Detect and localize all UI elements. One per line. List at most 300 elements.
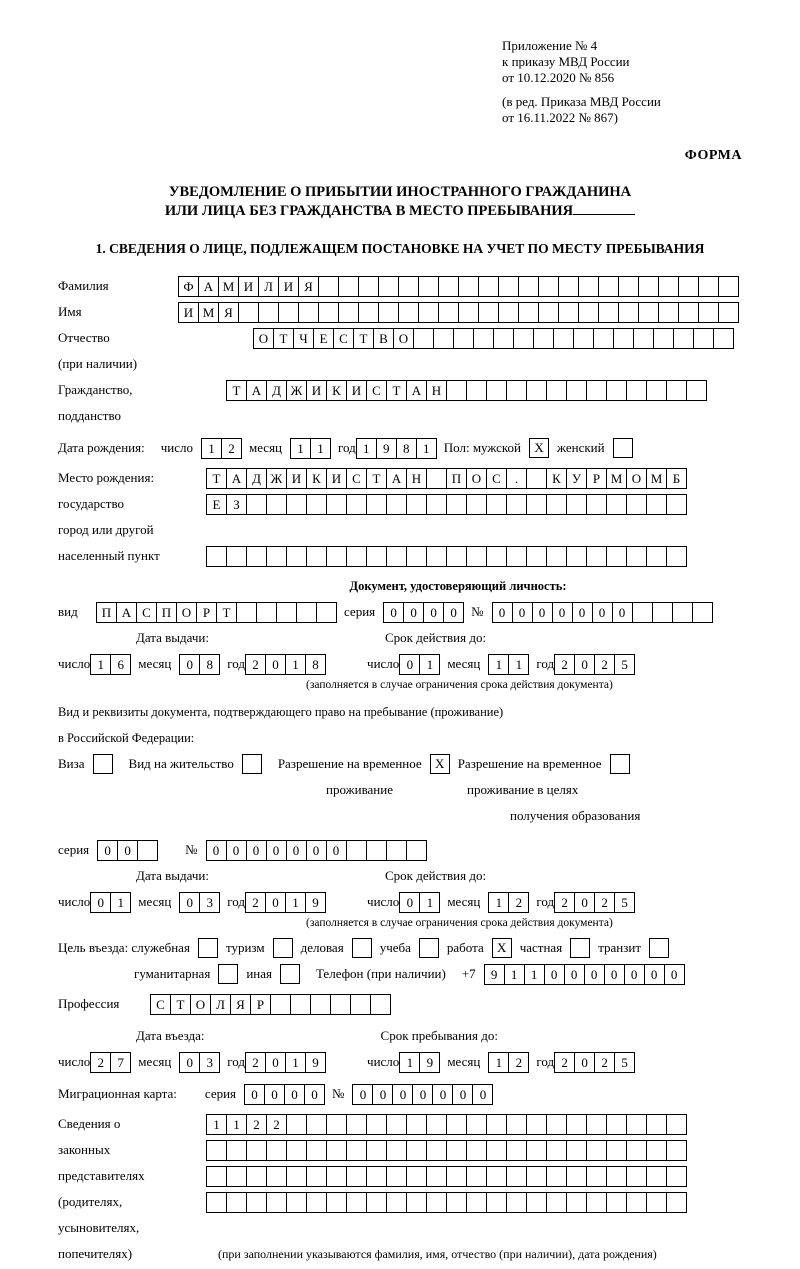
form-cell[interactable] [486, 380, 507, 401]
form-cell[interactable] [546, 494, 567, 515]
form-cell[interactable] [326, 494, 347, 515]
legal-rep-input-row-3[interactable] [206, 1166, 686, 1187]
form-cell[interactable] [366, 1114, 387, 1135]
form-cell[interactable] [473, 328, 494, 349]
form-cell[interactable] [666, 494, 687, 515]
form-cell[interactable]: И [286, 468, 307, 489]
form-cell[interactable]: А [198, 276, 219, 297]
form-cell[interactable]: Д [246, 468, 267, 489]
form-cell[interactable]: 0 [265, 654, 286, 675]
citizenship-input[interactable] [226, 380, 706, 401]
form-cell[interactable]: 8 [396, 438, 417, 459]
form-cell[interactable] [586, 1114, 607, 1135]
form-cell[interactable] [613, 328, 634, 349]
form-cell[interactable] [346, 1114, 367, 1135]
form-cell[interactable] [586, 494, 607, 515]
profession-input[interactable] [150, 994, 390, 1015]
form-cell[interactable] [546, 1140, 567, 1161]
form-cell[interactable] [466, 1166, 487, 1187]
form-cell[interactable]: 0 [392, 1084, 413, 1105]
form-cell[interactable] [486, 494, 507, 515]
form-cell[interactable] [672, 602, 693, 623]
form-cell[interactable] [606, 1192, 627, 1213]
form-cell[interactable] [326, 1192, 347, 1213]
doc-kind-input[interactable] [96, 602, 336, 623]
form-cell[interactable]: М [198, 302, 219, 323]
form-cell[interactable]: 2 [266, 1114, 287, 1135]
form-cell[interactable] [406, 1166, 427, 1187]
form-cell[interactable] [270, 994, 291, 1015]
form-cell[interactable] [486, 546, 507, 567]
form-cell[interactable]: 0 [432, 1084, 453, 1105]
form-cell[interactable]: О [253, 328, 274, 349]
form-cell[interactable] [606, 1114, 627, 1135]
form-cell[interactable]: 0 [664, 964, 685, 985]
form-cell[interactable]: А [246, 380, 267, 401]
migration-number-input[interactable] [352, 1084, 492, 1105]
form-cell[interactable] [206, 546, 227, 567]
form-cell[interactable]: 8 [199, 654, 220, 675]
form-cell[interactable]: 0 [179, 654, 200, 675]
stay-month-input[interactable] [488, 1052, 528, 1073]
form-cell[interactable]: З [226, 494, 247, 515]
birthplace-input-row-3[interactable] [206, 546, 686, 567]
form-cell[interactable] [398, 302, 419, 323]
form-cell[interactable]: 2 [508, 892, 529, 913]
form-cell[interactable] [206, 1192, 227, 1213]
form-cell[interactable] [632, 602, 653, 623]
form-cell[interactable] [526, 1140, 547, 1161]
form-cell[interactable]: 2 [554, 654, 575, 675]
form-cell[interactable]: Я [298, 276, 319, 297]
form-cell[interactable]: 2 [245, 1052, 266, 1073]
stay-issue-day-input[interactable] [90, 892, 130, 913]
form-cell[interactable] [458, 302, 479, 323]
form-cell[interactable] [246, 1166, 267, 1187]
stay-series-input[interactable] [97, 840, 157, 861]
form-cell[interactable] [538, 276, 559, 297]
form-cell[interactable]: 2 [594, 1052, 615, 1073]
form-cell[interactable] [446, 494, 467, 515]
form-cell[interactable] [498, 276, 519, 297]
form-cell[interactable] [718, 302, 739, 323]
birth-year-input[interactable] [356, 438, 436, 459]
form-cell[interactable] [558, 276, 579, 297]
form-cell[interactable] [606, 546, 627, 567]
form-cell[interactable] [566, 1166, 587, 1187]
form-cell[interactable]: П [446, 468, 467, 489]
form-cell[interactable] [238, 302, 259, 323]
form-cell[interactable] [693, 328, 714, 349]
form-cell[interactable] [406, 1140, 427, 1161]
entry-day-input[interactable] [90, 1052, 130, 1073]
form-cell[interactable] [586, 1166, 607, 1187]
form-cell[interactable]: 0 [179, 892, 200, 913]
purpose-private-checkbox[interactable] [570, 938, 590, 958]
form-cell[interactable] [418, 276, 439, 297]
form-cell[interactable] [698, 276, 719, 297]
stay-valid-year-input[interactable] [554, 892, 634, 913]
form-cell[interactable]: 0 [246, 840, 267, 861]
form-cell[interactable]: О [393, 328, 414, 349]
form-cell[interactable] [586, 1192, 607, 1213]
form-cell[interactable]: Т [170, 994, 191, 1015]
form-cell[interactable] [646, 380, 667, 401]
stay-number-input[interactable] [206, 840, 426, 861]
form-cell[interactable]: 1 [206, 1114, 227, 1135]
form-cell[interactable]: 0 [574, 1052, 595, 1073]
form-cell[interactable]: Ж [286, 380, 307, 401]
form-cell[interactable]: 1 [201, 438, 222, 459]
form-cell[interactable] [718, 276, 739, 297]
doc-number-input[interactable] [492, 602, 712, 623]
form-cell[interactable] [298, 302, 319, 323]
form-cell[interactable]: 0 [179, 1052, 200, 1073]
form-cell[interactable]: 2 [245, 654, 266, 675]
form-cell[interactable]: Я [218, 302, 239, 323]
form-cell[interactable] [326, 1114, 347, 1135]
form-cell[interactable] [506, 1140, 527, 1161]
form-cell[interactable]: 1 [90, 654, 111, 675]
form-cell[interactable] [653, 328, 674, 349]
form-cell[interactable]: 1 [508, 654, 529, 675]
purpose-humanitarian-checkbox[interactable] [218, 964, 238, 984]
form-cell[interactable]: Р [196, 602, 217, 623]
form-cell[interactable] [386, 1140, 407, 1161]
form-cell[interactable] [370, 994, 391, 1015]
entry-month-input[interactable] [179, 1052, 219, 1073]
form-cell[interactable]: Е [313, 328, 334, 349]
form-cell[interactable] [346, 546, 367, 567]
form-cell[interactable]: Я [230, 994, 251, 1015]
form-cell[interactable]: Л [258, 276, 279, 297]
form-cell[interactable]: 0 [90, 892, 111, 913]
form-cell[interactable] [226, 1192, 247, 1213]
doc-valid-year-input[interactable] [554, 654, 634, 675]
form-cell[interactable] [606, 1166, 627, 1187]
form-cell[interactable] [666, 380, 687, 401]
form-cell[interactable]: 0 [624, 964, 645, 985]
form-cell[interactable]: 0 [244, 1084, 265, 1105]
form-cell[interactable] [346, 1192, 367, 1213]
form-cell[interactable] [526, 494, 547, 515]
form-cell[interactable]: Т [353, 328, 374, 349]
form-cell[interactable]: Ч [293, 328, 314, 349]
form-cell[interactable] [658, 276, 679, 297]
purpose-study-checkbox[interactable] [419, 938, 439, 958]
form-cell[interactable] [306, 494, 327, 515]
form-cell[interactable]: 0 [452, 1084, 473, 1105]
form-cell[interactable]: Ф [178, 276, 199, 297]
form-cell[interactable] [290, 994, 311, 1015]
form-cell[interactable] [666, 1166, 687, 1187]
form-cell[interactable]: С [150, 994, 171, 1015]
form-cell[interactable] [686, 380, 707, 401]
form-cell[interactable] [206, 1166, 227, 1187]
form-cell[interactable]: О [466, 468, 487, 489]
form-cell[interactable]: Т [216, 602, 237, 623]
form-cell[interactable]: 0 [326, 840, 347, 861]
form-cell[interactable]: 1 [419, 654, 440, 675]
form-cell[interactable] [478, 302, 499, 323]
form-cell[interactable] [266, 1140, 287, 1161]
form-cell[interactable]: А [116, 602, 137, 623]
form-cell[interactable]: А [406, 380, 427, 401]
form-cell[interactable]: С [333, 328, 354, 349]
form-cell[interactable]: 0 [403, 602, 424, 623]
form-cell[interactable] [626, 494, 647, 515]
form-cell[interactable]: 0 [286, 840, 307, 861]
form-cell[interactable] [286, 1192, 307, 1213]
form-cell[interactable]: 0 [306, 840, 327, 861]
form-cell[interactable]: 0 [226, 840, 247, 861]
form-cell[interactable]: И [238, 276, 259, 297]
form-cell[interactable]: Р [586, 468, 607, 489]
form-cell[interactable] [406, 1114, 427, 1135]
purpose-service-checkbox[interactable] [198, 938, 218, 958]
form-cell[interactable]: С [366, 380, 387, 401]
purpose-other-checkbox[interactable] [280, 964, 300, 984]
form-cell[interactable]: 9 [419, 1052, 440, 1073]
form-cell[interactable] [466, 494, 487, 515]
form-cell[interactable]: 1 [285, 654, 306, 675]
form-cell[interactable] [638, 302, 659, 323]
form-cell[interactable]: 0 [564, 964, 585, 985]
form-cell[interactable] [578, 276, 599, 297]
form-cell[interactable]: 0 [399, 892, 420, 913]
form-cell[interactable] [438, 302, 459, 323]
form-cell[interactable] [306, 1114, 327, 1135]
form-cell[interactable]: Т [366, 468, 387, 489]
form-cell[interactable] [526, 546, 547, 567]
form-cell[interactable] [578, 302, 599, 323]
form-cell[interactable] [266, 494, 287, 515]
form-cell[interactable] [666, 1140, 687, 1161]
form-cell[interactable] [638, 276, 659, 297]
purpose-transit-checkbox[interactable] [649, 938, 669, 958]
form-cell[interactable]: 1 [110, 892, 131, 913]
form-cell[interactable] [446, 546, 467, 567]
form-cell[interactable]: 0 [383, 602, 404, 623]
doc-issue-year-input[interactable] [245, 654, 325, 675]
form-cell[interactable]: 5 [614, 892, 635, 913]
form-cell[interactable]: 2 [246, 1114, 267, 1135]
form-cell[interactable]: И [278, 276, 299, 297]
stay-day-input[interactable] [399, 1052, 439, 1073]
form-cell[interactable] [306, 1140, 327, 1161]
form-cell[interactable]: 0 [423, 602, 444, 623]
form-cell[interactable] [478, 276, 499, 297]
form-cell[interactable] [486, 1114, 507, 1135]
form-cell[interactable] [453, 328, 474, 349]
legal-rep-input-row-1[interactable] [206, 1114, 686, 1135]
form-cell[interactable]: 9 [376, 438, 397, 459]
form-cell[interactable] [486, 1192, 507, 1213]
form-cell[interactable] [446, 1166, 467, 1187]
form-cell[interactable]: 1 [488, 654, 509, 675]
form-cell[interactable] [378, 302, 399, 323]
form-cell[interactable] [446, 380, 467, 401]
form-cell[interactable] [466, 380, 487, 401]
form-cell[interactable] [296, 602, 317, 623]
birth-month-input[interactable] [290, 438, 330, 459]
form-cell[interactable] [506, 494, 527, 515]
form-cell[interactable] [386, 1192, 407, 1213]
form-cell[interactable]: 0 [352, 1084, 373, 1105]
form-cell[interactable] [626, 1192, 647, 1213]
form-cell[interactable]: 1 [524, 964, 545, 985]
form-cell[interactable]: 0 [443, 602, 464, 623]
form-cell[interactable]: С [136, 602, 157, 623]
form-cell[interactable] [386, 546, 407, 567]
form-cell[interactable] [426, 1140, 447, 1161]
form-cell[interactable] [566, 1140, 587, 1161]
birthplace-input-row-1[interactable] [206, 468, 686, 489]
form-cell[interactable]: 1 [310, 438, 331, 459]
purpose-business-checkbox[interactable] [352, 938, 372, 958]
form-cell[interactable] [646, 546, 667, 567]
form-cell[interactable]: 1 [419, 892, 440, 913]
form-cell[interactable] [433, 328, 454, 349]
form-cell[interactable] [646, 1114, 667, 1135]
form-cell[interactable]: К [546, 468, 567, 489]
form-cell[interactable] [506, 546, 527, 567]
form-cell[interactable] [358, 302, 379, 323]
form-cell[interactable] [546, 1166, 567, 1187]
form-cell[interactable] [426, 1192, 447, 1213]
form-cell[interactable]: 0 [265, 1052, 286, 1073]
form-cell[interactable] [633, 328, 654, 349]
form-cell[interactable] [446, 1140, 467, 1161]
form-cell[interactable] [413, 328, 434, 349]
form-cell[interactable] [646, 1166, 667, 1187]
form-cell[interactable]: 0 [284, 1084, 305, 1105]
form-cell[interactable] [513, 328, 534, 349]
stay-valid-month-input[interactable] [488, 892, 528, 913]
form-cell[interactable]: Ж [266, 468, 287, 489]
form-cell[interactable] [266, 1192, 287, 1213]
form-cell[interactable]: 6 [110, 654, 131, 675]
form-cell[interactable]: 0 [97, 840, 118, 861]
form-cell[interactable]: А [386, 468, 407, 489]
form-cell[interactable] [226, 1166, 247, 1187]
form-cell[interactable] [278, 302, 299, 323]
form-cell[interactable] [658, 302, 679, 323]
form-cell[interactable] [506, 1192, 527, 1213]
form-cell[interactable] [137, 840, 158, 861]
form-cell[interactable]: 0 [604, 964, 625, 985]
form-cell[interactable]: 2 [554, 1052, 575, 1073]
form-cell[interactable] [306, 1166, 327, 1187]
form-cell[interactable] [566, 1114, 587, 1135]
form-cell[interactable]: 5 [614, 1052, 635, 1073]
form-cell[interactable] [316, 602, 337, 623]
form-cell[interactable] [386, 840, 407, 861]
form-cell[interactable] [458, 276, 479, 297]
form-cell[interactable]: 2 [90, 1052, 111, 1073]
form-cell[interactable]: П [96, 602, 117, 623]
form-cell[interactable] [506, 380, 527, 401]
form-cell[interactable] [378, 276, 399, 297]
form-cell[interactable]: Р [250, 994, 271, 1015]
form-cell[interactable]: 0 [206, 840, 227, 861]
form-cell[interactable] [573, 328, 594, 349]
stay-issue-year-input[interactable] [245, 892, 325, 913]
sex-male-checkbox[interactable]: Х [529, 438, 549, 458]
form-cell[interactable] [546, 546, 567, 567]
form-cell[interactable]: 2 [554, 892, 575, 913]
form-cell[interactable]: 8 [305, 654, 326, 675]
form-cell[interactable] [338, 302, 359, 323]
form-cell[interactable] [558, 302, 579, 323]
form-cell[interactable] [226, 1140, 247, 1161]
form-cell[interactable] [406, 840, 427, 861]
form-cell[interactable] [698, 302, 719, 323]
form-cell[interactable] [466, 1192, 487, 1213]
form-cell[interactable]: 7 [110, 1052, 131, 1073]
form-cell[interactable] [326, 546, 347, 567]
form-cell[interactable] [246, 1192, 267, 1213]
migration-series-input[interactable] [244, 1084, 324, 1105]
form-cell[interactable]: 2 [594, 654, 615, 675]
form-cell[interactable] [466, 1140, 487, 1161]
form-cell[interactable]: 2 [221, 438, 242, 459]
form-cell[interactable]: 3 [199, 1052, 220, 1073]
form-cell[interactable] [358, 276, 379, 297]
form-cell[interactable]: Т [386, 380, 407, 401]
form-cell[interactable] [306, 1192, 327, 1213]
form-cell[interactable]: 0 [612, 602, 633, 623]
form-cell[interactable]: 9 [484, 964, 505, 985]
form-cell[interactable] [286, 1140, 307, 1161]
form-cell[interactable]: 0 [412, 1084, 433, 1105]
form-cell[interactable] [566, 494, 587, 515]
form-cell[interactable] [466, 546, 487, 567]
purpose-work-checkbox[interactable]: Х [492, 938, 512, 958]
form-cell[interactable]: 1 [399, 1052, 420, 1073]
form-cell[interactable] [366, 840, 387, 861]
doc-valid-month-input[interactable] [488, 654, 528, 675]
form-cell[interactable] [652, 602, 673, 623]
form-cell[interactable] [666, 1114, 687, 1135]
form-cell[interactable] [306, 546, 327, 567]
birthplace-input-row-2[interactable] [206, 494, 686, 515]
form-cell[interactable]: 3 [199, 892, 220, 913]
stay-valid-day-input[interactable] [399, 892, 439, 913]
form-cell[interactable]: 2 [508, 1052, 529, 1073]
form-cell[interactable] [258, 302, 279, 323]
legal-rep-input-row-2[interactable] [206, 1140, 686, 1161]
form-cell[interactable] [286, 1166, 307, 1187]
form-cell[interactable] [493, 328, 514, 349]
form-cell[interactable] [346, 1140, 367, 1161]
form-cell[interactable] [366, 494, 387, 515]
form-cell[interactable] [486, 1140, 507, 1161]
form-cell[interactable] [593, 328, 614, 349]
phone-input[interactable] [484, 964, 684, 985]
form-cell[interactable] [246, 494, 267, 515]
entry-year-input[interactable] [245, 1052, 325, 1073]
form-cell[interactable]: И [178, 302, 199, 323]
form-cell[interactable]: 0 [644, 964, 665, 985]
form-cell[interactable] [406, 1192, 427, 1213]
form-cell[interactable] [318, 276, 339, 297]
form-cell[interactable] [526, 380, 547, 401]
form-cell[interactable] [626, 1140, 647, 1161]
form-cell[interactable] [506, 1114, 527, 1135]
form-cell[interactable] [426, 468, 447, 489]
doc-issue-day-input[interactable] [90, 654, 130, 675]
